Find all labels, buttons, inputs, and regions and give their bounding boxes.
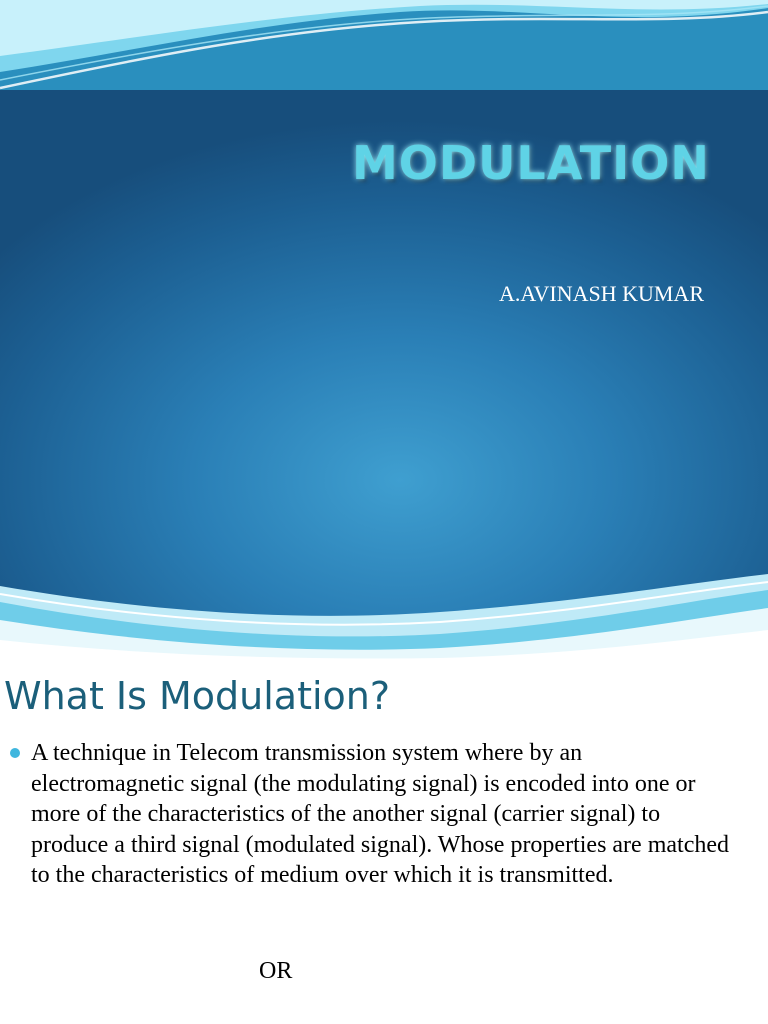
bottom-wave-decoration xyxy=(0,560,768,662)
slide-heading: What Is Modulation? xyxy=(4,674,391,718)
bullet-dot-icon xyxy=(10,748,20,758)
slide-title: MODULATION xyxy=(352,136,710,190)
author-name: A.AVINASH KUMAR xyxy=(499,281,704,306)
bullet-text: A technique in Telecom transmission system where by an electromagnetic signal (the modulating signal) is encoded into one or more of the characteristics of the another signal (carrier signal) to produce a third signal (modulated signal). Whose properties are matched to the characteristics of medium over which it is transmitted. xyxy=(31,740,729,889)
or-separator: OR xyxy=(259,958,293,984)
content-slide xyxy=(0,662,768,1024)
top-wave-decoration xyxy=(0,0,768,90)
